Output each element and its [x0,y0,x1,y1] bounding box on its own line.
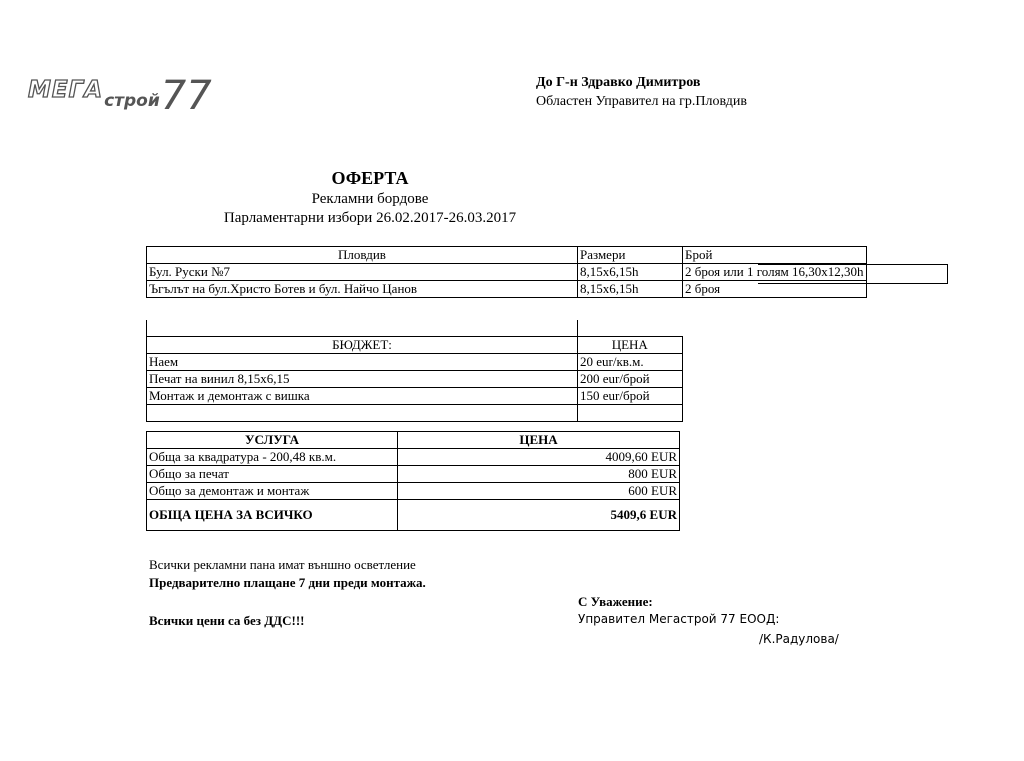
header-budget: БЮДЖЕТ: [147,337,578,354]
service-item: Общо за печат [147,466,398,483]
logo-text-77: 77 [160,73,212,119]
budget-price: 20 eur/кв.м. [578,354,683,371]
empty-cell [578,320,683,337]
budget-item: Монтаж и демонтаж с вишка [147,388,578,405]
table-row [147,483,680,500]
dimensions-cell: 8,15x6,15h [578,281,683,298]
services-table [146,431,680,531]
header-service: УСЛУГА [147,432,398,449]
total-row [147,500,680,531]
header-plovdiv: Пловдив [147,247,578,264]
count-cell: 2 броя или 1 голям 16,30x12,30h [683,264,867,281]
company-logo [28,73,212,119]
empty-cell [147,405,578,422]
total-label: ОБЩА ЦЕНА ЗА ВСИЧКО [147,500,398,531]
count-cell: 2 броя [683,281,867,298]
signer-name: /К.Радулова/ [759,632,839,646]
empty-cell [578,405,683,422]
empty-cell [147,320,578,337]
service-item: Общо за демонтаж и монтаж [147,483,398,500]
table-header-row [147,432,680,449]
service-price: 600 EUR [398,483,680,500]
table-header-row [147,247,867,264]
budget-price: 150 eur/брой [578,388,683,405]
offer-subtitle: Рекламни бордове [311,191,429,207]
service-price: 800 EUR [398,466,680,483]
logo-text-mega: МЕГА [28,77,104,103]
table-row [147,371,683,388]
header-dimensions: Размери [578,247,683,264]
dimensions-cell: 8,15x6,15h [578,264,683,281]
table-row [147,405,683,422]
recipient-name: До Г-н Здравко Димитров [536,75,701,90]
table-row [147,320,683,337]
budget-item: Печат на винил 8,15x6,15 [147,371,578,388]
lighting-note: Всички рекламни пана имат външно осветление [149,557,416,572]
service-item: Обща за квадратура - 200,48 кв.м. [147,449,398,466]
header-service-price: ЦЕНА [398,432,680,449]
offer-title: ОФЕРТА [331,168,409,188]
total-value: 5409,6 EUR [398,500,680,531]
vat-note: Всички цени са без ДДС!!! [149,613,305,628]
location-cell: Ъгълът на бул.Христо Ботев и бул. Найчо Цанов [147,281,578,298]
table-header-row [147,337,683,354]
offer-period: Парламентарни избори 26.02.2017-26.03.2017 [223,210,517,226]
logo-text-stroi: строй [104,91,160,111]
location-cell: Бул. Руски №7 [147,264,578,281]
payment-note: Предварително плащане 7 дни преди монтажа. [149,575,426,590]
table-row [147,354,683,371]
budget-item: Наем [147,354,578,371]
service-price: 4009,60 EUR [398,449,680,466]
signer-title: Управител Мегастрой 77 ЕООД: [578,612,780,626]
budget-table [146,320,683,422]
table-row [147,449,680,466]
table-row [147,466,680,483]
regards-text: С Уважение: [578,594,653,609]
header-price: ЦЕНА [578,337,683,354]
table-row [147,388,683,405]
recipient-title: Областен Управител на гр.Пловдив [536,94,747,109]
count-cell-overflow-border [758,264,948,284]
budget-price: 200 eur/брой [578,371,683,388]
header-count: Брой [683,247,867,264]
